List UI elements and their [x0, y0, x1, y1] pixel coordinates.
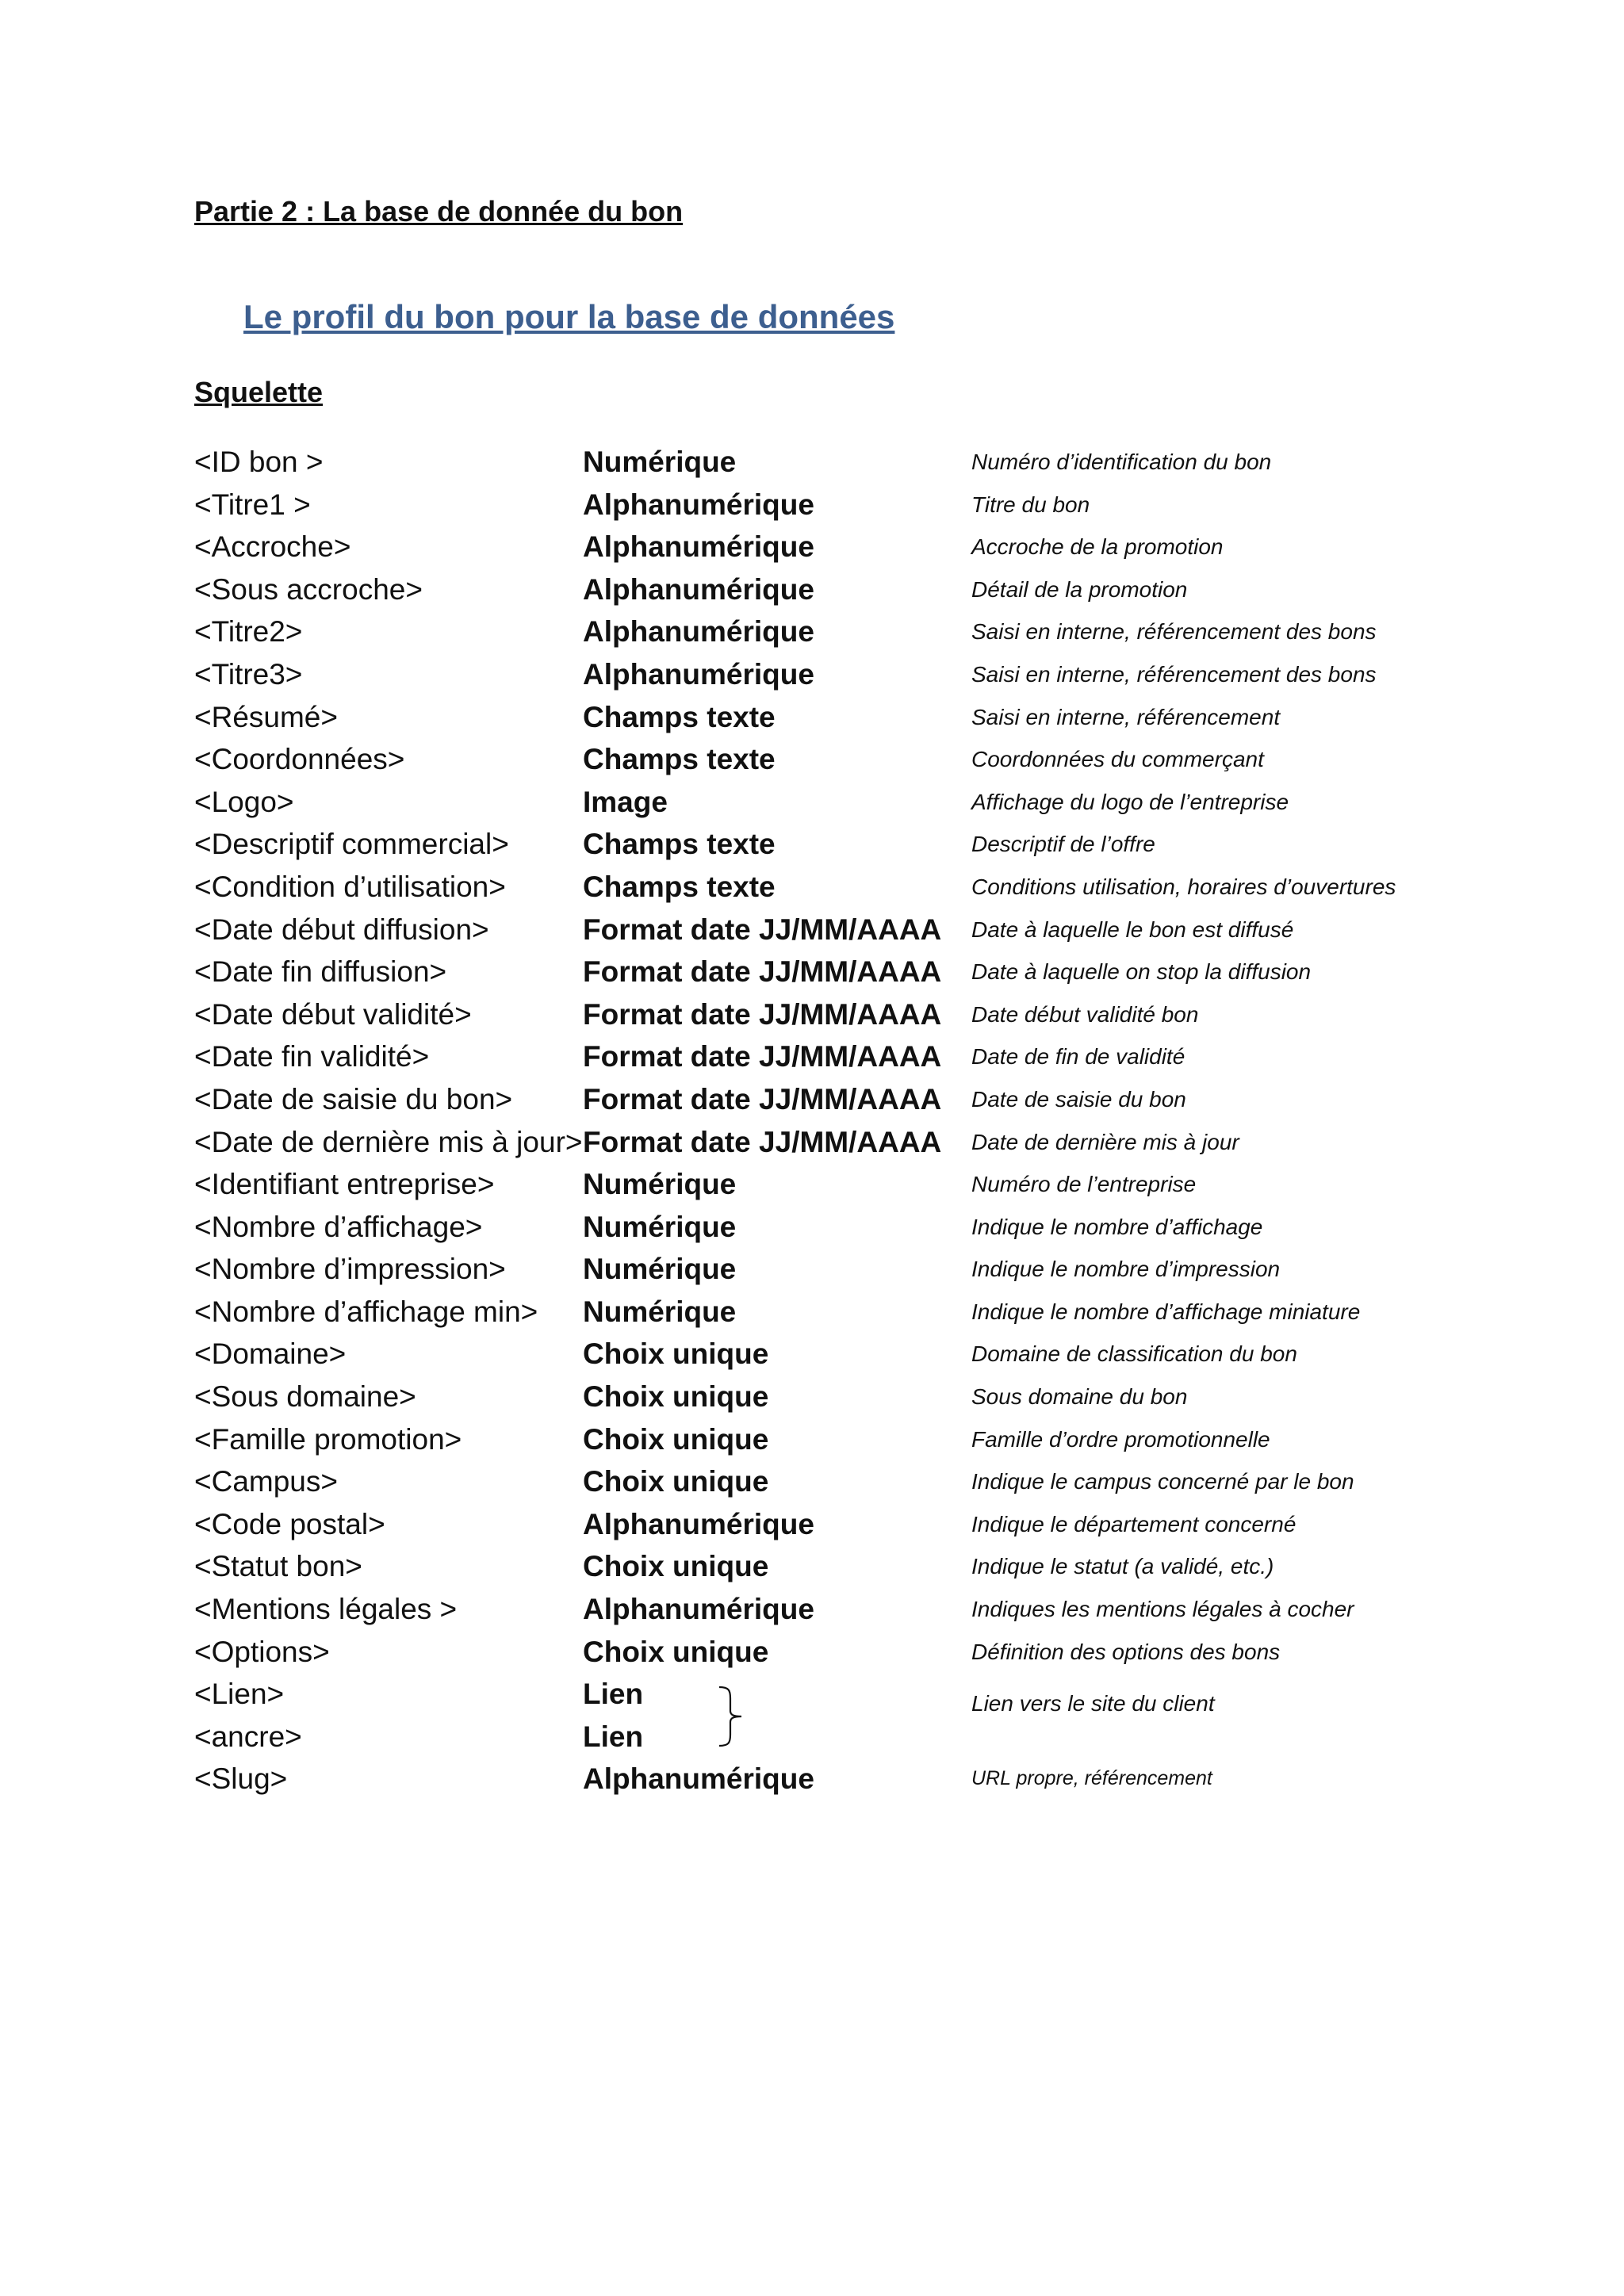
- field-row: [0, 1163, 1624, 1206]
- field-description: Descriptif de l’offre: [971, 832, 1155, 857]
- field-name: <Date de dernière mis à jour>: [194, 1125, 583, 1158]
- field-name: <Domaine>: [194, 1337, 347, 1371]
- field-description: Coordonnées du commerçant: [971, 747, 1264, 772]
- field-name: <Date fin diffusion>: [194, 955, 447, 989]
- field-description: Domaine de classification du bon: [971, 1341, 1297, 1367]
- field-row: [0, 1291, 1624, 1334]
- field-type: Choix unique: [583, 1337, 769, 1371]
- field-description: Accroche de la promotion: [971, 534, 1224, 560]
- field-type: Alphanumérique: [583, 1593, 814, 1626]
- field-name: <Date début diffusion>: [194, 913, 489, 946]
- field-type: Image: [583, 785, 668, 818]
- field-type: Numérique: [583, 1295, 737, 1328]
- field-name: <Date début validité>: [194, 997, 472, 1031]
- field-name: <Logo>: [194, 785, 294, 818]
- field-name: <ID bon >: [194, 446, 324, 478]
- field-type: Champs texte: [583, 870, 776, 903]
- field-row: [0, 823, 1624, 866]
- field-description: URL propre, référencement: [971, 1767, 1212, 1790]
- field-description: Titre du bon: [971, 492, 1090, 517]
- field-type: Numérique: [583, 1253, 737, 1286]
- field-row: [0, 1121, 1624, 1164]
- field-name: <Sous domaine>: [194, 1380, 416, 1414]
- field-name: <Statut bon>: [194, 1550, 362, 1583]
- field-row: [0, 866, 1624, 909]
- field-name: <Campus>: [194, 1465, 338, 1498]
- field-type: Format date JJ/MM/AAAA: [583, 1082, 942, 1115]
- field-description: Détail de la promotion: [971, 576, 1188, 602]
- field-name: <Options>: [194, 1635, 330, 1668]
- field-type: Champs texte: [583, 700, 776, 733]
- field-row: [0, 610, 1624, 653]
- field-row: [0, 951, 1624, 993]
- field-row: [0, 696, 1624, 739]
- shared-link-description: Lien vers le site du client: [971, 1691, 1215, 1716]
- field-name: <Nombre d’affichage>: [194, 1210, 483, 1243]
- field-description: Affichage du logo de l’entreprise: [971, 789, 1289, 814]
- field-type: Choix unique: [583, 1380, 769, 1414]
- field-row: [0, 1206, 1624, 1249]
- field-description: Famille d’ordre promotionnelle: [971, 1426, 1270, 1452]
- field-description: Saisi en interne, référencement des bons: [971, 661, 1377, 687]
- field-row: [0, 1078, 1624, 1121]
- field-type: Format date JJ/MM/AAAA: [583, 997, 942, 1031]
- field-description: Numéro de l’entreprise: [971, 1172, 1197, 1197]
- field-list: [0, 441, 1624, 1800]
- field-type: Choix unique: [583, 1422, 769, 1456]
- field-type: Champs texte: [583, 828, 776, 861]
- field-description: Indique le campus concerné par le bon: [971, 1469, 1354, 1494]
- field-type: Format date JJ/MM/AAAA: [583, 1125, 942, 1158]
- field-name: <Résumé>: [194, 700, 338, 733]
- field-type: Alphanumérique: [583, 488, 814, 521]
- field-type: Alphanumérique: [583, 615, 814, 649]
- field-name: <Date fin validité>: [194, 1040, 430, 1073]
- field-type: Format date JJ/MM/AAAA: [583, 1040, 942, 1073]
- field-type: Choix unique: [583, 1635, 769, 1668]
- field-row: [0, 1333, 1624, 1376]
- field-name: <Date de saisie du bon>: [194, 1082, 513, 1115]
- field-name: <Famille promotion>: [194, 1422, 462, 1456]
- field-name: <Slug>: [194, 1762, 288, 1796]
- field-row: [0, 1035, 1624, 1078]
- field-name: <Mentions légales >: [194, 1593, 458, 1626]
- field-description: Date à laquelle on stop la diffusion: [971, 959, 1312, 985]
- field-row: [0, 568, 1624, 611]
- field-row: [0, 1545, 1624, 1588]
- field-type: Numérique: [583, 1168, 737, 1201]
- field-description: Conditions utilisation, horaires d’ouvertures: [971, 874, 1396, 899]
- field-name: <Lien>: [194, 1678, 285, 1711]
- field-name: <Titre2>: [194, 615, 303, 649]
- field-row: [0, 1460, 1624, 1503]
- field-description: Date à laquelle le bon est diffusé: [971, 916, 1294, 942]
- field-row: [0, 441, 1624, 484]
- field-type: Alphanumérique: [583, 657, 814, 691]
- field-row: [0, 1418, 1624, 1461]
- document-title: Le profil du bon pour la base de données: [243, 298, 895, 335]
- field-description: Date début validité bon: [971, 1001, 1199, 1027]
- field-description: Indique le nombre d’affichage: [971, 1214, 1263, 1239]
- section-title: Squelette: [194, 376, 324, 408]
- field-name: <Sous accroche>: [194, 572, 423, 606]
- field-type: Format date JJ/MM/AAAA: [583, 955, 942, 989]
- field-name: <Nombre d’affichage min>: [194, 1295, 538, 1328]
- field-description: Indique le statut (a validé, etc.): [971, 1554, 1274, 1579]
- field-row: [0, 1248, 1624, 1291]
- field-name: <Descriptif commercial>: [194, 828, 509, 861]
- field-row: [0, 526, 1624, 568]
- field-type: Alphanumérique: [583, 1507, 814, 1540]
- field-name: <ancre>: [194, 1720, 302, 1753]
- field-name: <Titre1 >: [194, 488, 311, 521]
- field-row: [0, 1631, 1624, 1674]
- field-type: Numérique: [583, 446, 737, 478]
- field-type: Choix unique: [583, 1465, 769, 1498]
- field-type: Lien: [583, 1720, 644, 1753]
- field-description: Indique le nombre d’impression: [971, 1257, 1281, 1282]
- field-description: Numéro d’identification du bon: [971, 450, 1272, 474]
- field-description: Date de saisie du bon: [971, 1086, 1186, 1112]
- field-row: [0, 1376, 1624, 1418]
- field-row: [0, 1588, 1624, 1631]
- field-type: Format date JJ/MM/AAAA: [583, 913, 942, 946]
- field-row: [0, 781, 1624, 824]
- field-type: Numérique: [583, 1210, 737, 1243]
- field-name: <Nombre d’impression>: [194, 1253, 506, 1286]
- field-description: Indique le département concerné: [971, 1511, 1297, 1536]
- field-row: [0, 1673, 1624, 1716]
- field-row: [0, 1716, 1624, 1758]
- field-type: Alphanumérique: [583, 530, 814, 564]
- field-description: Indique le nombre d’affichage miniature: [971, 1299, 1361, 1324]
- field-type: Champs texte: [583, 743, 776, 776]
- field-description: Saisi en interne, référencement des bons: [971, 619, 1377, 645]
- field-description: Date de fin de validité: [971, 1044, 1185, 1070]
- field-row: [0, 909, 1624, 951]
- field-name: <Identifiant entreprise>: [194, 1168, 495, 1201]
- field-description: Définition des options des bons: [971, 1639, 1281, 1664]
- field-name: <Condition d’utilisation>: [194, 870, 506, 903]
- part-title: Partie 2 : La base de donnée du bon: [194, 195, 684, 228]
- field-name: <Coordonnées>: [194, 743, 405, 776]
- field-type: Alphanumérique: [583, 1762, 814, 1796]
- field-row: [0, 484, 1624, 526]
- field-name: <Titre3>: [194, 657, 303, 691]
- field-row: [0, 653, 1624, 696]
- field-row: [0, 993, 1624, 1036]
- field-name: <Code postal>: [194, 1507, 385, 1540]
- brace-icon: [718, 1686, 745, 1747]
- field-type: Lien: [583, 1678, 644, 1711]
- field-description: Date de dernière mis à jour: [971, 1129, 1239, 1154]
- field-type: Alphanumérique: [583, 572, 814, 606]
- field-type: Choix unique: [583, 1550, 769, 1583]
- field-row: [0, 1758, 1624, 1800]
- field-row: [0, 738, 1624, 781]
- field-description: Indiques les mentions légales à cocher: [971, 1597, 1354, 1622]
- field-description: Sous domaine du bon: [971, 1384, 1188, 1410]
- field-description: Saisi en interne, référencement: [971, 704, 1281, 729]
- field-row: [0, 1503, 1624, 1546]
- field-name: <Accroche>: [194, 530, 351, 564]
